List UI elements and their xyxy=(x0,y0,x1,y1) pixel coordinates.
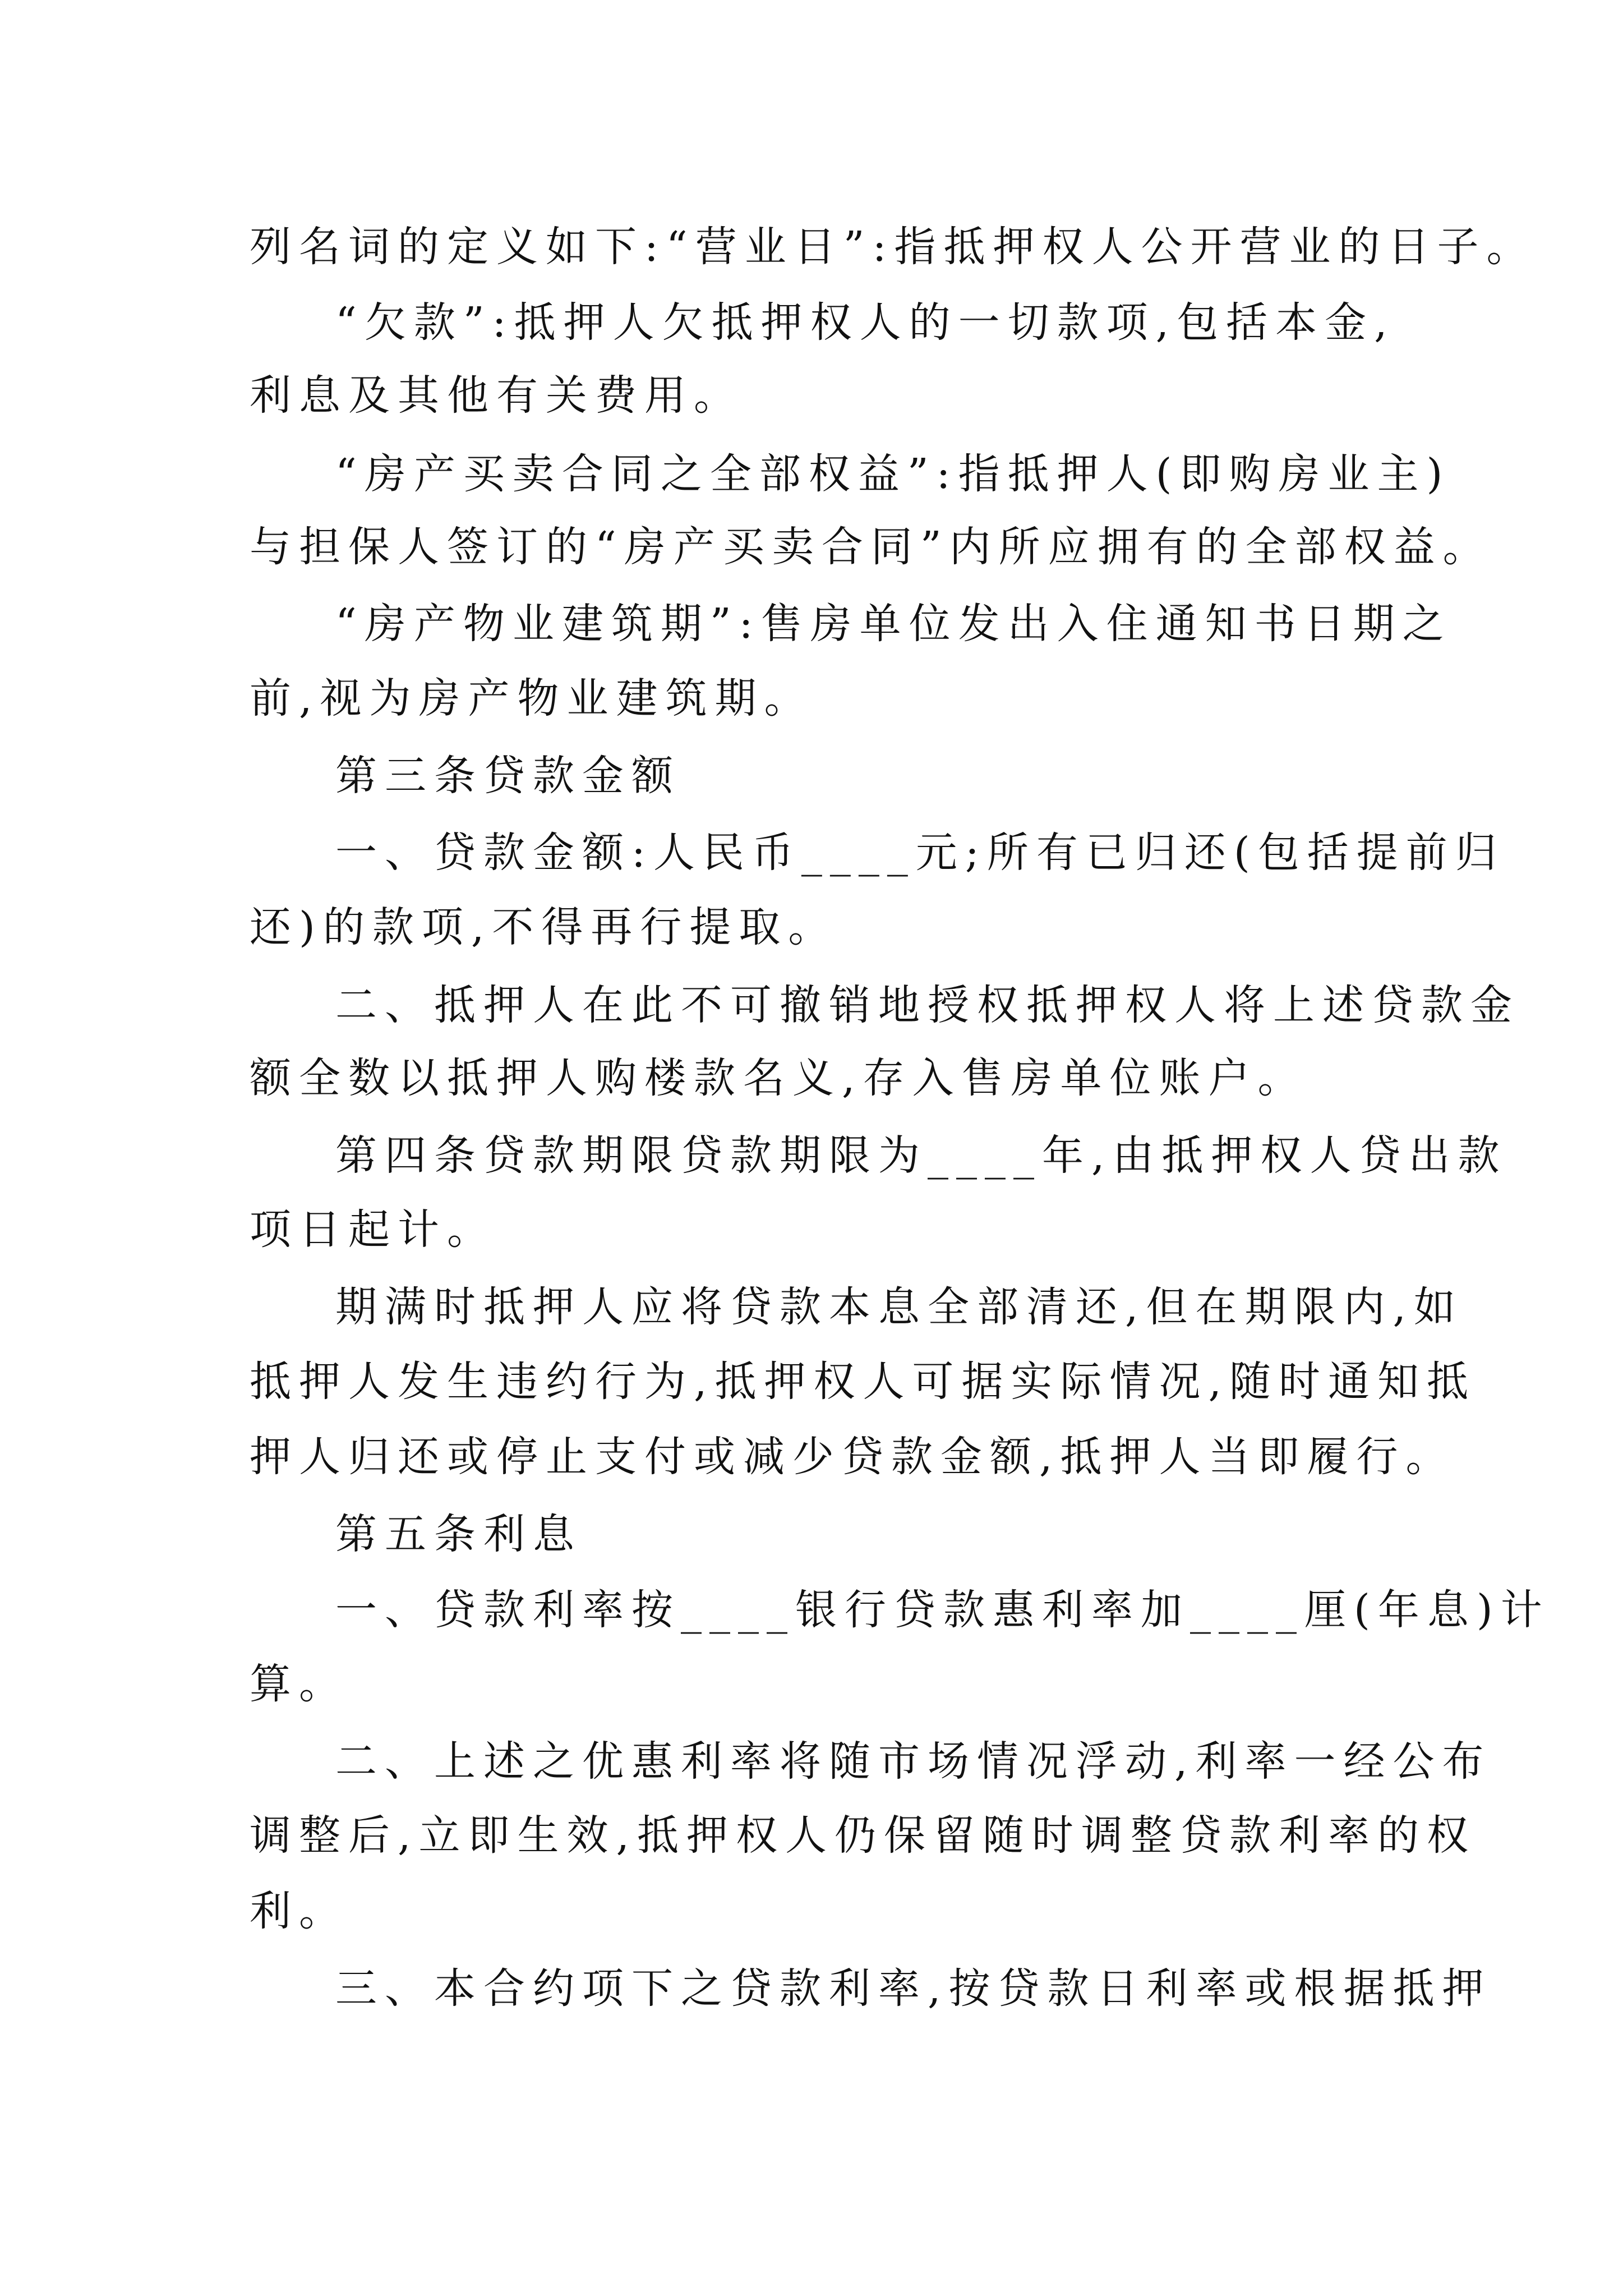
text-line: 算。 xyxy=(250,1660,348,1708)
section-heading: 第五条利息 xyxy=(335,1510,582,1558)
text-line: 与担保人签订的“房产买卖合同”内所应拥有的全部权益。 xyxy=(250,523,1492,571)
text-line: “房产物业建筑期”:售房单位发出入住通知书日期之 xyxy=(335,600,1452,648)
text-line: 一、贷款利率按____银行贷款惠利率加____厘(年息)计 xyxy=(335,1586,1550,1634)
text-line: “欠款”:抵押人欠抵押权人的一切款项,包括本金, xyxy=(335,298,1395,347)
text-line: 一、贷款金额:人民币____元;所有已归还(包括提前归 xyxy=(335,829,1505,877)
text-line: 抵押人发生违约行为,抵押权人可据实际情况,随时通知抵 xyxy=(250,1358,1477,1406)
text-line: “房产买卖合同之全部权益”:指抵押人(即购房业主) xyxy=(335,450,1451,498)
text-line: 二、抵押人在此不可撤销地授权抵押权人将上述贷款金 xyxy=(335,981,1520,1029)
text-line: 期满时抵押人应将贷款本息全部清还,但在期限内,如 xyxy=(335,1283,1464,1331)
text-line: 额全数以抵押人购楼款名义,存入售房单位账户。 xyxy=(250,1054,1307,1102)
text-line: 利。 xyxy=(250,1887,348,1935)
section-heading: 第三条贷款金额 xyxy=(335,752,681,800)
text-line: 三、本合约项下之贷款利率,按贷款日利率或根据抵押 xyxy=(335,1964,1492,2013)
text-line: 列名词的定义如下:“营业日”:指抵押权人公开营业的日子。 xyxy=(250,223,1536,271)
text-line: 项日起计。 xyxy=(250,1205,496,1254)
section-heading: 第四条贷款期限贷款期限为____年,由抵押权人贷出款 xyxy=(335,1131,1507,1180)
text-line: 押人归还或停止支付或减少贷款金额,抵押人当即履行。 xyxy=(250,1433,1455,1481)
text-line: 利息及其他有关费用。 xyxy=(250,371,743,420)
text-line: 二、上述之优惠利率将随市场情况浮动,利率一经公布 xyxy=(335,1737,1492,1786)
text-line: 前,视为房产物业建筑期。 xyxy=(250,674,814,723)
text-line: 还)的款项,不得再行提取。 xyxy=(250,903,838,951)
text-line: 调整后,立即生效,抵押权人仍保留随时调整贷款利率的权 xyxy=(250,1811,1477,1860)
